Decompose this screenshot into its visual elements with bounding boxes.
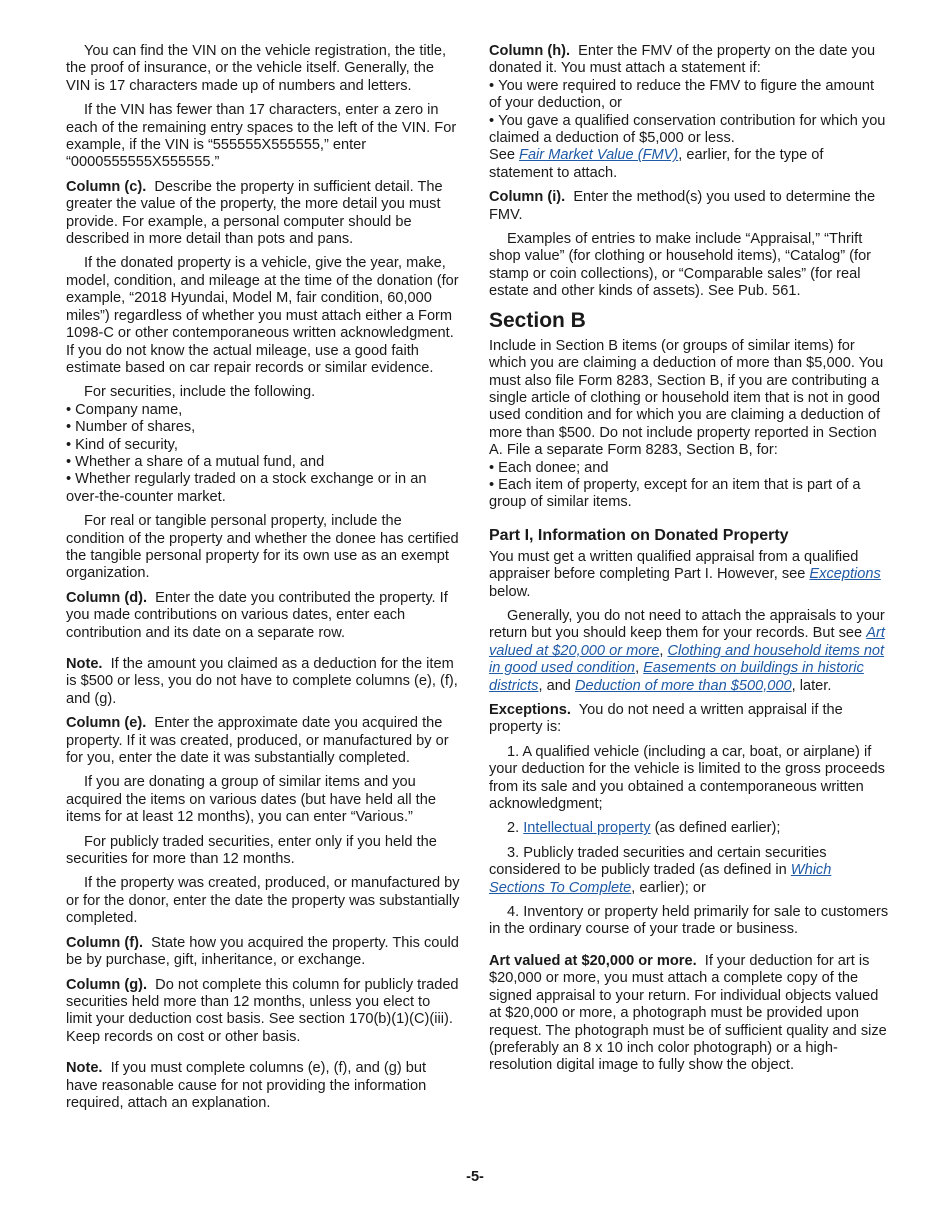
column-f-paragraph xyxy=(66,935,460,970)
column-d-paragraph xyxy=(66,590,460,642)
easements-link[interactable]: Easements on buildings in historic districts xyxy=(489,660,864,694)
which-sections-link[interactable]: Which Sections To Complete xyxy=(489,862,832,896)
section-b-heading: Section B xyxy=(489,308,586,332)
list-item: • Kind of security, xyxy=(66,436,178,453)
part-i-paragraph: You must get a written qualified appraisal from a qualified appraiser before completing Part I. However, see Exceptions below. xyxy=(489,548,881,600)
note-text: If the amount you claimed as a deduction for the item is $500 or less, you do not have to complete columns (e), (f), and (g). xyxy=(66,656,458,707)
art-heading: Art valued at $20,000 or more. xyxy=(489,952,697,969)
page-number: -5- xyxy=(466,1169,484,1185)
list-item: • Number of shares, xyxy=(66,419,196,436)
column-e-paragraph xyxy=(66,715,460,767)
fmv-link[interactable]: Fair Market Value (FMV) xyxy=(519,147,679,164)
real-property-paragraph: For real or tangible personal property, include the condition of the property and whether the donee has certified the tangible personal property for its own use as an exempt organization. xyxy=(66,513,459,582)
generally-paragraph: Generally, you do not need to attach the appraisals to your return but you should keep them for your records. But see Art valued at $20,000 or more, Clothing and household items not in good used condition, Easements on buildings in historic districts, and Deduction of more than $500,000, later. xyxy=(489,607,885,694)
vin-location-paragraph: You can find the VIN on the vehicle registration, the title, the proof of insurance, or the vehicle itself. Generally, the VIN is 17 characters made up of numbers and letters. xyxy=(66,43,447,94)
list-item: • Whether a share of a mutual fund, and xyxy=(66,453,325,470)
group-items-paragraph: If you are donating a group of similar items and you acquired the items on various dates (but have held all the items for at least 12 months), you can enter “Various.” xyxy=(66,774,436,826)
exceptions-text: You do not need a written appraisal if the property is: xyxy=(489,702,843,736)
clothing-link[interactable]: Clothing and household items not in good used condition xyxy=(489,642,885,677)
right-column xyxy=(489,43,889,1082)
column-c-paragraph xyxy=(66,179,460,249)
see-fmv-paragraph: See Fair Market Value (FMV), earlier, for the type of statement to attach. xyxy=(489,147,824,181)
created-property-paragraph: If the property was created, produced, or manufactured by or for the donor, enter the date the property was substantially completed. xyxy=(66,875,460,927)
intellectual-property-link[interactable]: Intellectual property xyxy=(523,820,651,837)
note-heading: Note. xyxy=(66,656,103,672)
note-paragraph xyxy=(66,656,460,708)
list-item: • Company name, xyxy=(66,401,183,418)
part-i-heading: Part I, Information on Donated Property xyxy=(489,526,789,544)
exceptions-paragraph xyxy=(489,702,889,737)
column-i-paragraph xyxy=(489,189,889,224)
exception-item-4: 4. Inventory or property held primarily for sale to customers in the ordinary course of your trade or business. xyxy=(489,904,889,938)
list-item: • Each item of property, except for an item that is part of a group of similar items. xyxy=(489,476,861,511)
exception-item-3: 3. Publicly traded securities and certain securities considered to be publicly traded (as defined in Which Sections To Complete, earlier); or xyxy=(489,844,832,896)
note-paragraph xyxy=(66,1060,460,1112)
column-g-text: Do not complete this column for publicly traded securities held more than 12 months, unless you elect to limit your deduction cost basis. See section 170(b)(1)(C)(iii). Keep records on cost or other basis. xyxy=(66,976,459,1045)
deduction-link[interactable]: Deduction of more than $500,000 xyxy=(574,677,792,694)
column-g-heading: Column (g). xyxy=(66,976,148,993)
list-item: • Whether regularly traded on a stock exchange or in an over-the-counter market. xyxy=(66,471,427,505)
column-d-heading: Column (d). xyxy=(66,589,148,606)
note-text: If you must complete columns (e), (f), and (g) but have reasonable cause for not providing the information required, attach an explanation. xyxy=(66,1060,427,1111)
column-h-paragraph xyxy=(489,43,889,78)
publicly-traded-paragraph: For publicly traded securities, enter only if you held the securities for more than 12 months. xyxy=(66,833,437,868)
section-b-list xyxy=(489,460,889,512)
vin-zero-paragraph: If the VIN has fewer than 17 characters, enter a zero in each of the remaining entry spaces to the left of the VIN. For example, if the VIN is “555555X555555,” enter “0000555555X555555.” xyxy=(66,102,457,171)
exception-item-2: 2. Intellectual property (as defined earlier); xyxy=(507,820,781,837)
list-item: • You were required to reduce the FMV to figure the amount of your deduction, or xyxy=(489,77,875,112)
art-link[interactable]: Art valued at $20,000 or more xyxy=(489,625,885,659)
art-paragraph xyxy=(489,953,889,1075)
securities-intro: For securities, include the following. xyxy=(84,384,316,401)
list-item: • You gave a qualified conservation contribution for which you claimed a deduction of $5,000 or less. xyxy=(489,112,886,147)
fmv-statement-list xyxy=(489,78,889,148)
column-i-text: Enter the method(s) you used to determine the FMV. xyxy=(489,189,876,223)
vehicle-paragraph: If the donated property is a vehicle, give the year, make, model, condition, and mileage at the time of the donation (for example, “2018 Hyundai, Model M, fair condition, 60,000 miles”) regardless of whether you must attach either a Form 1098-C or other contemporaneous written acknowledgment. If you do not know the actual mileage, use a good faith estimate based on car repair records or similar evidence. xyxy=(66,255,459,376)
column-h-text: Enter the FMV of the property on the date you donated it. You must attach a statement if: xyxy=(489,43,876,77)
note-heading: Note. xyxy=(66,1060,103,1077)
column-c-heading: Column (c). xyxy=(66,178,147,195)
exception-item-1: 1. A qualified vehicle (including a car, boat, or airplane) if your deduction for the vehicle is limited to the gross proceeds from its sale and you obtained a contemporaneous written acknowledgment; xyxy=(489,743,885,813)
column-f-heading: Column (f). xyxy=(66,934,144,951)
column-h-heading: Column (h). xyxy=(489,43,571,59)
exceptions-heading: Exceptions. xyxy=(489,702,571,718)
securities-list xyxy=(66,402,460,506)
left-column xyxy=(66,43,460,1119)
column-e-heading: Column (e). xyxy=(66,715,147,732)
column-i-heading: Column (i). xyxy=(489,189,566,206)
examples-paragraph: Examples of entries to make include “Appraisal,” “Thrift shop value” (for clothing or household items), “Catalog” (for stamp or coin collections), or “Comparable sales” (for real estate and other kinds of assets). See Pub. 561. xyxy=(489,231,872,300)
column-g-paragraph xyxy=(66,977,460,1047)
column-e-text: Enter the approximate date you acquired the property. If it was created, produced, or manufactured by or for you, enter the date it was substantially completed. xyxy=(66,715,449,767)
column-f-text: State how you acquired the property. This could be by purchase, gift, inheritance, or exchange. xyxy=(66,934,459,969)
art-text: If your deduction for art is $20,000 or more, you must attach a complete copy of the signed appraisal to your return. For individual objects valued at $20,000 or more, a photograph must be provided upon request. The photograph must be of sufficient quality and size (preferably an 8 x 10 inch color photograph) or a high-resolution digital image to fully show the object. xyxy=(489,952,887,1074)
exceptions-link[interactable]: Exceptions xyxy=(809,566,881,583)
column-d-text: Enter the date you contributed the property. If you made contributions on various dates, enter each contribution and its date on a separate row. xyxy=(66,589,448,641)
section-b-paragraph: Include in Section B items (or groups of similar items) for which you are claiming a deduction of more than $5,000. You must also file Form 8283, Section B, if you are contributing a single article of clothing or household item that is not in good used condition and for which you are claiming a deduction of more than $500. Do not include property reported in Section A. File a separate Form 8283, Section B, for: xyxy=(489,337,884,459)
list-item: • Each donee; and xyxy=(489,459,609,476)
column-c-text: Describe the property in sufficient detail. The greater the value of the property, the more detail you must provide. For example, a personal computer should be described in more detail than pots and pans. xyxy=(66,178,443,248)
